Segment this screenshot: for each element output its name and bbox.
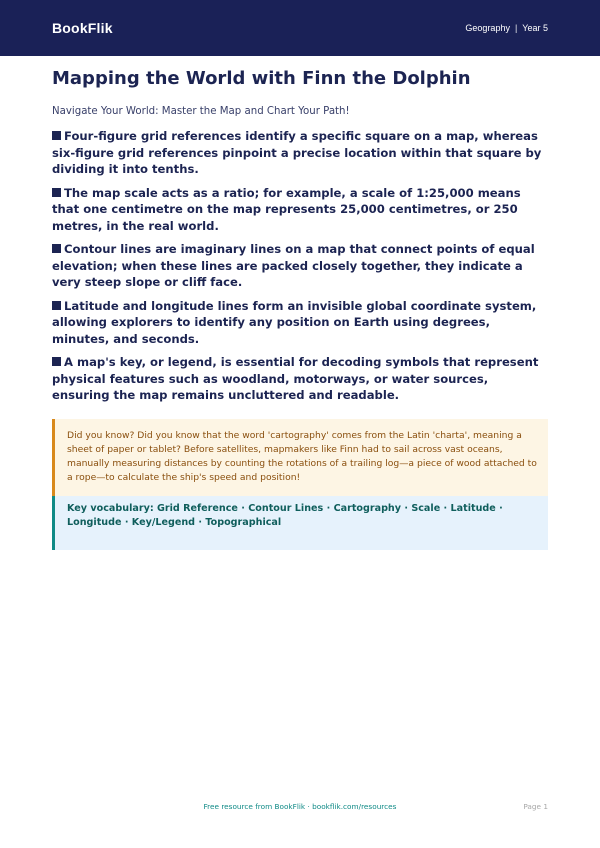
square-bullet-icon bbox=[52, 357, 61, 366]
square-bullet-icon bbox=[52, 131, 61, 140]
did-you-know-text: Did you know? Did you know that the word 'cartography' comes from the Latin 'charta', meaning a sheet of paper or tablet? Before satellites, mapmakers like Finn had to sail across vast oceans, manually measuring distances by counting the rotations of a trailing log—a piece of wood attached to a rope—to calculate the ship's speed and position! bbox=[67, 429, 537, 483]
key-points-list bbox=[52, 128, 548, 404]
square-bullet-icon bbox=[52, 301, 61, 310]
page-title: Mapping the World with Finn the Dolphin bbox=[52, 68, 471, 89]
page-header bbox=[0, 0, 600, 56]
page-number: Page 1 bbox=[523, 802, 548, 811]
key-vocabulary-text: Key vocabulary: Grid Reference · Contour Lines · Cartography · Scale · Latitude · Longitude · Key/Legend · Topographical bbox=[67, 502, 503, 528]
key-point bbox=[52, 241, 548, 291]
key-point-text: Latitude and longitude lines form an invisible global coordinate system, allowing explorers to identify any position on Earth using degrees, minutes, and seconds. bbox=[52, 298, 537, 346]
key-point-text: Contour lines are imaginary lines on a map that connect points of equal elevation; when these lines are packed closely together, they indicate a very steep slope or cliff face. bbox=[52, 242, 535, 289]
main-content bbox=[0, 56, 600, 550]
year-label: Year 5 bbox=[522, 23, 548, 33]
header-meta bbox=[465, 23, 548, 33]
key-vocabulary-box bbox=[52, 496, 548, 550]
header-separator: | bbox=[514, 23, 518, 33]
key-point bbox=[52, 354, 548, 404]
brand-logo[interactable]: BookFlik bbox=[52, 20, 113, 36]
key-point bbox=[52, 185, 548, 235]
subject-label: Geography bbox=[465, 23, 510, 33]
page-subtitle: Navigate Your World: Master the Map and Chart Your Path! bbox=[52, 106, 350, 117]
key-point-text: A map's key, or legend, is essential for decoding symbols that represent physical features such as woodland, motorways, or water sources, ensuring the map remains uncluttered and readable. bbox=[52, 355, 539, 402]
key-point bbox=[52, 298, 548, 348]
key-point bbox=[52, 128, 548, 178]
footer-text[interactable]: Free resource from BookFlik · bookflik.com/resources bbox=[203, 802, 397, 811]
square-bullet-icon bbox=[52, 244, 61, 253]
key-point-text: The map scale acts as a ratio; for example, a scale of 1:25,000 means that one centimetre on the map represents 25,000 centimetres, or 250 metres, in the real world. bbox=[52, 185, 521, 233]
key-point-text: Four-figure grid references identify a specific square on a map, whereas six-figure grid references pinpoint a precise location within that square by dividing it into tenths. bbox=[52, 129, 542, 176]
did-you-know-box bbox=[52, 419, 548, 496]
square-bullet-icon bbox=[52, 188, 61, 197]
